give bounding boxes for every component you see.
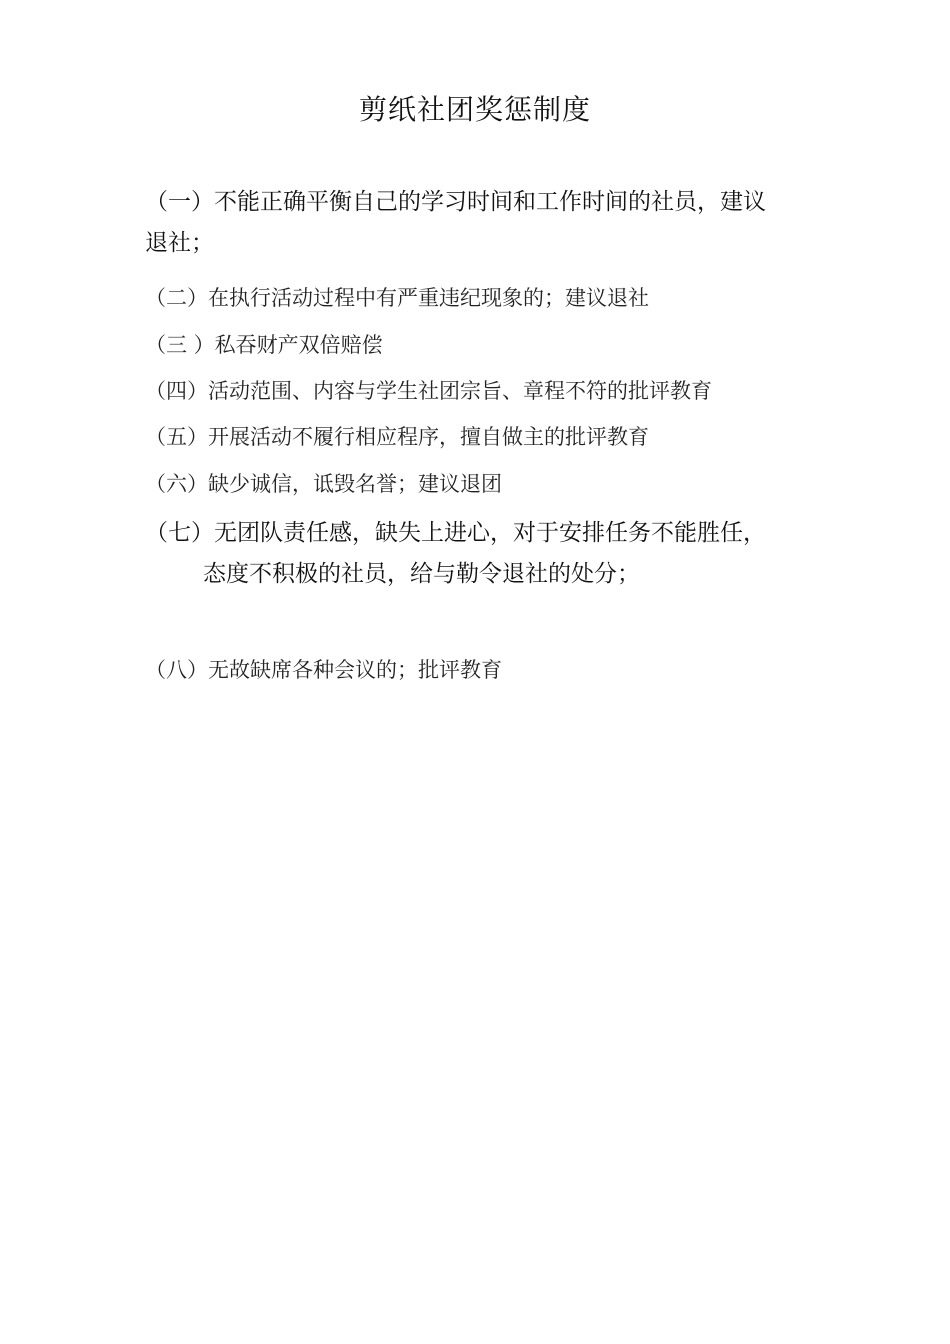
rule-item-7-line-2: 态度不积极的社员，给与勒令退社的处分； (203, 561, 640, 587)
document-title: 剪纸社团奖惩制度 (358, 93, 591, 126)
rule-item-7 (145, 513, 805, 595)
rule-item-4: （四）活动范围、内容与学生社团宗旨、章程不符的批评教育 (145, 379, 712, 403)
rule-item-5: （五）开展活动不履行相应程序，擅自做主的批评教育 (145, 425, 649, 449)
rule-item-7-line-1: （七）无团队责任感，缺失上进心，对于安排任务不能胜任， (145, 520, 766, 546)
rule-item-6: （六）缺少诚信，诋毁名誉；建议退团 (145, 472, 502, 496)
rule-item-1 (145, 182, 805, 264)
rule-item-1-line-2: 退社； (145, 230, 214, 256)
rule-item-1-line-1: （一）不能正确平衡自己的学习时间和工作时间的社员，建议 (145, 189, 766, 215)
rule-item-2: （二）在执行活动过程中有严重违纪现象的；建议退社 (145, 286, 649, 310)
rule-item-8: （八）无故缺席各种会议的；批评教育 (145, 658, 502, 682)
rule-item-3: （三 ）私吞财产双倍赔偿 (145, 333, 383, 357)
